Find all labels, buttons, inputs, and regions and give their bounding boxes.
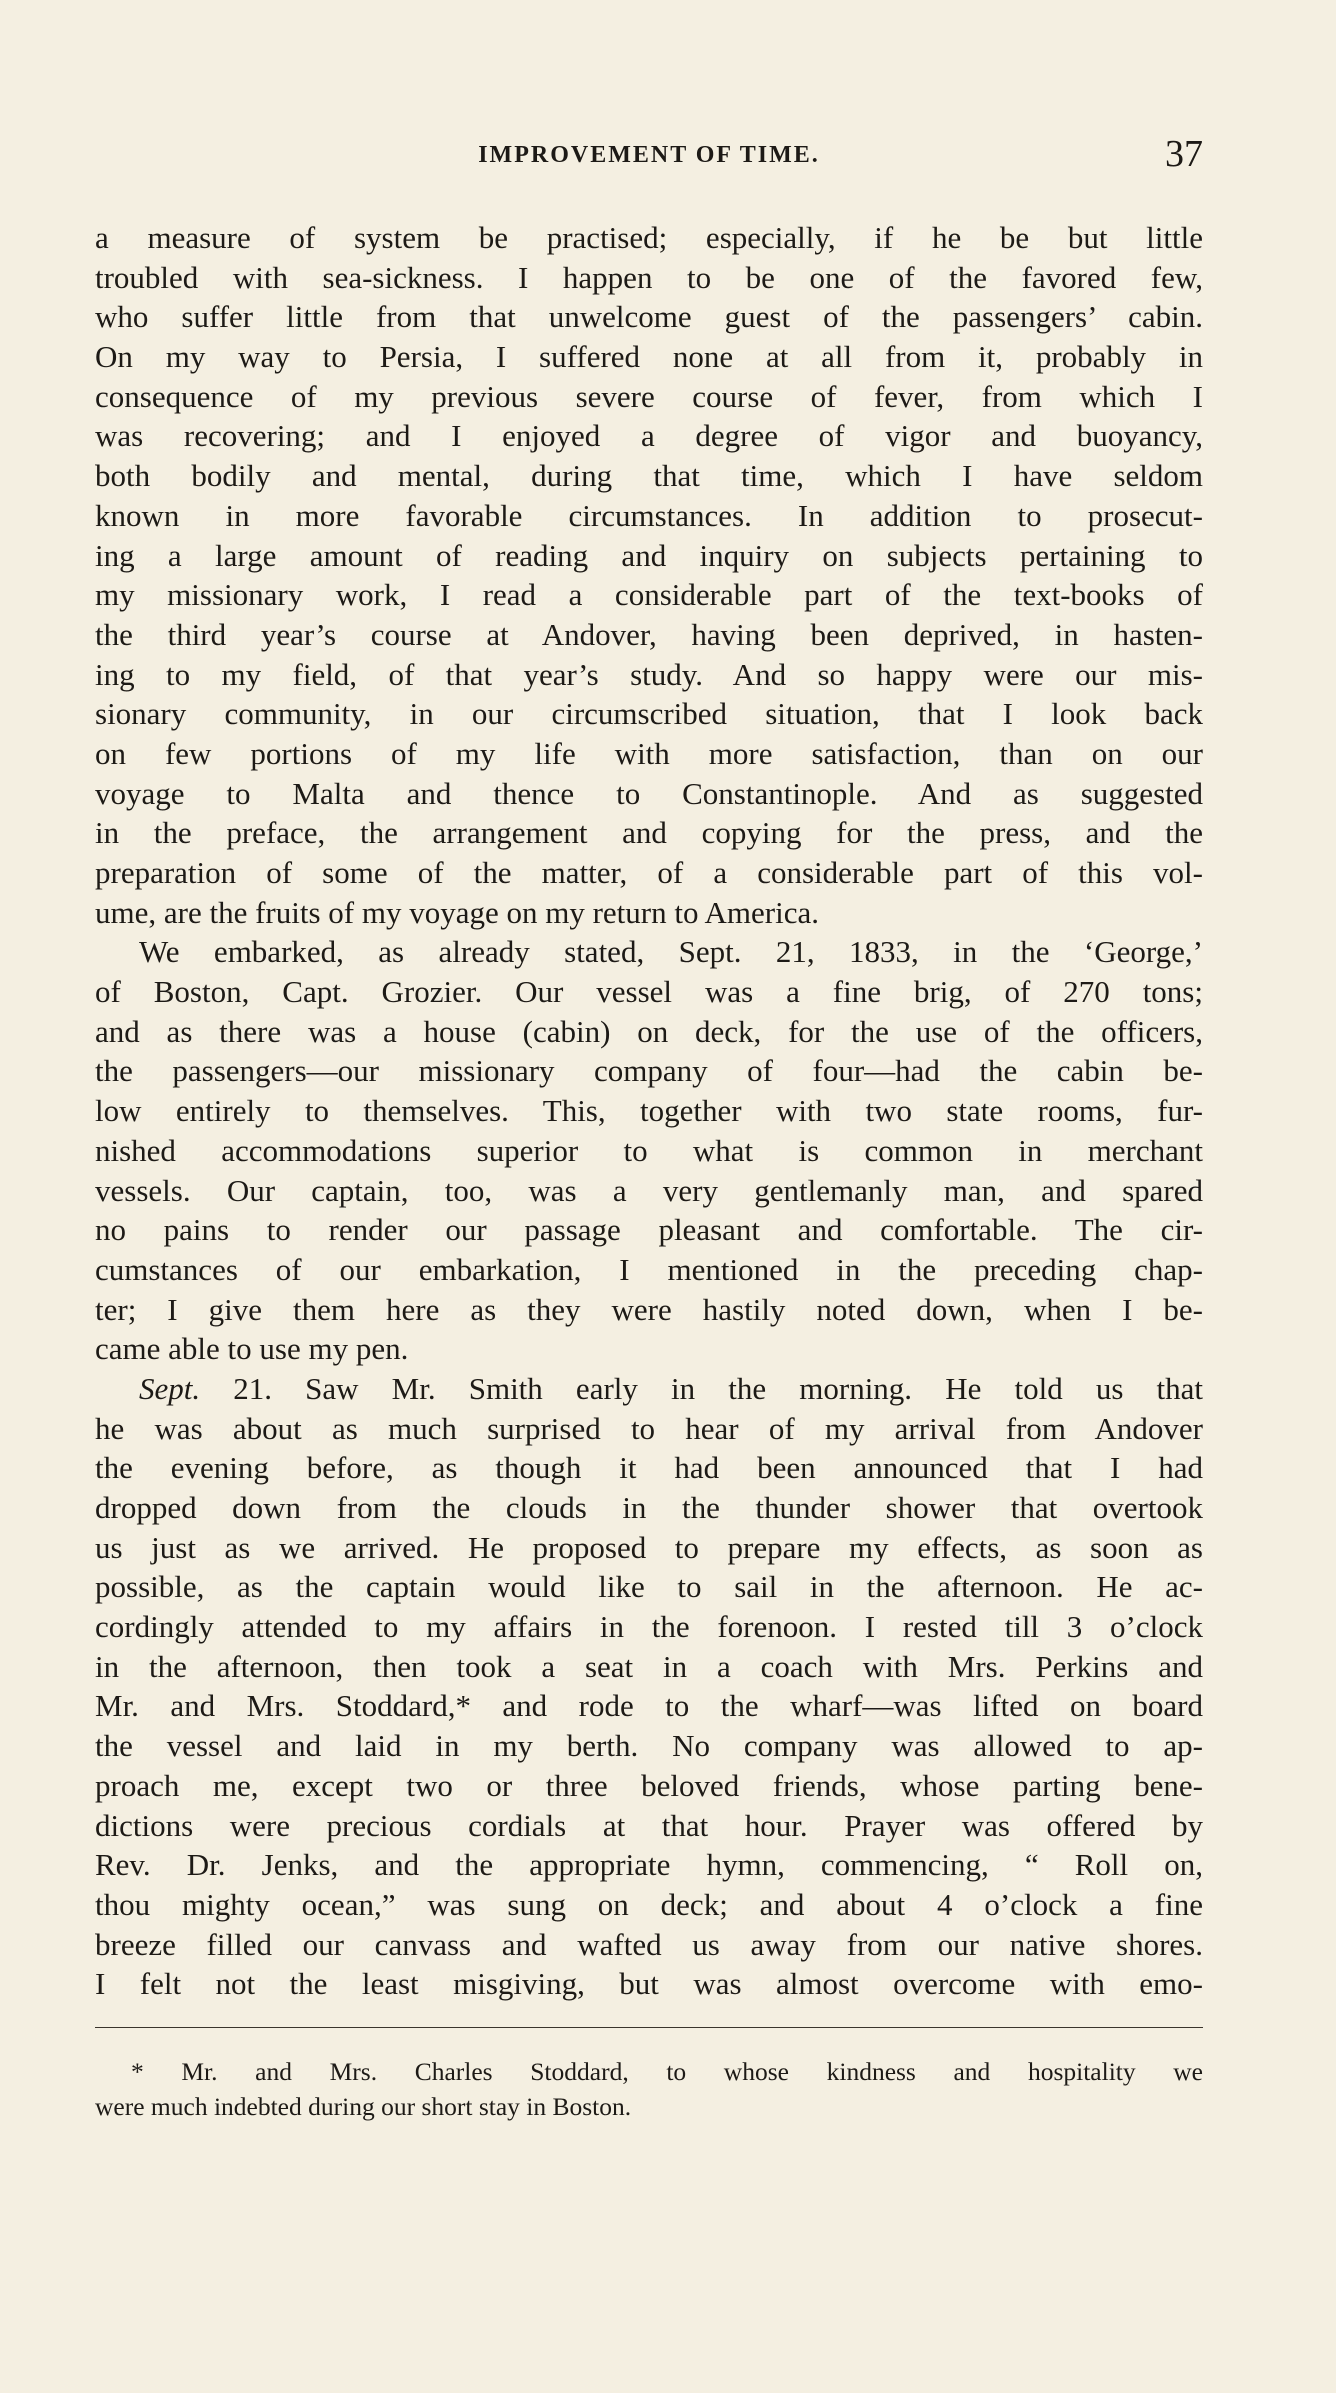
- text-line: who suffer little from that unwelcome guest of the passengers’ cabin.: [95, 299, 1203, 335]
- footnote-rule: [95, 2027, 1203, 2028]
- text-line: was recovering; and I enjoyed a degree of vigor and buoyancy,: [95, 418, 1203, 454]
- text-line: and as there was a house (cabin) on deck, for the use of the officers,: [95, 1013, 1203, 1049]
- text-line: he was about as much surprised to hear of my arrival from Andover: [95, 1410, 1203, 1446]
- text-line: possible, as the captain would like to sail in the afternoon. He ac-: [95, 1569, 1203, 1605]
- text-line: low entirely to themselves. This, together with two state rooms, fur-: [95, 1093, 1203, 1129]
- text-line: the evening before, as though it had been announced that I had: [95, 1450, 1203, 1486]
- body-text: [95, 218, 1203, 2004]
- paragraph-start-line: We embarked, as already stated, Sept. 21, 1833, in the ‘George,’: [139, 934, 1203, 970]
- text-line: no pains to render our passage pleasant and comfortable. The cir-: [95, 1212, 1203, 1248]
- text-line: thou mighty ocean,” was sung on deck; and about 4 o’clock a fine: [95, 1886, 1203, 1922]
- text-line: preparation of some of the matter, of a considerable part of this vol-: [95, 855, 1203, 890]
- running-title: IMPROVEMENT OF TIME.: [478, 142, 820, 168]
- text-line: consequence of my previous severe course of fever, from which I: [95, 378, 1203, 414]
- text-line: in the preface, the arrangement and copying for the press, and the: [95, 815, 1203, 851]
- text-line: ing a large amount of reading and inquiry on subjects pertaining to: [95, 537, 1203, 573]
- text-line: in the afternoon, then took a seat in a coach with Mrs. Perkins and: [95, 1648, 1203, 1684]
- text-line: voyage to Malta and thence to Constantinople. And as suggested: [95, 775, 1203, 811]
- page-number: 37: [1165, 133, 1203, 175]
- text-line: proach me, except two or three beloved friends, whose parting bene-: [95, 1767, 1203, 1803]
- text-line: Mr. and Mrs. Stoddard,* and rode to the wharf—was lifted on board: [95, 1688, 1203, 1724]
- text-line: both bodily and mental, during that time, which I have seldom: [95, 458, 1203, 494]
- paragraph-end-line: ume, are the fruits of my voyage on my return to America.: [95, 894, 819, 930]
- text-line: ter; I give them here as they were hastily noted down, when I be-: [95, 1291, 1203, 1327]
- text-line: a measure of system be practised; especially, if he be but little: [95, 220, 1203, 255]
- text-line: I felt not the least misgiving, but was almost overcome with emo-: [95, 1966, 1203, 2002]
- text-line: my missionary work, I read a considerable part of the text-books of: [95, 577, 1203, 613]
- entry-text: 21. Saw Mr. Smith early in the morning. He told us that: [233, 1370, 1203, 1406]
- text-line: us just as we arrived. He proposed to prepare my effects, as soon as: [95, 1529, 1203, 1565]
- text-line: cordingly attended to my affairs in the forenoon. I rested till 3 o’clock: [95, 1609, 1203, 1645]
- text-line: troubled with sea-sickness. I happen to be one of the favored few,: [95, 259, 1203, 295]
- text-line: the vessel and laid in my berth. No company was allowed to ap-: [95, 1728, 1203, 1764]
- text-line: dropped down from the clouds in the thunder shower that overtook: [95, 1490, 1203, 1525]
- footnote: [95, 2054, 1203, 2124]
- text-line: dictions were precious cordials at that hour. Prayer was offered by: [95, 1807, 1203, 1843]
- text-line: vessels. Our captain, too, was a very gentlemanly man, and spared: [95, 1172, 1203, 1208]
- text-line: of Boston, Capt. Grozier. Our vessel was a fine brig, of 270 tons;: [95, 974, 1203, 1010]
- running-head: [95, 132, 1203, 176]
- text-line: the passengers—our missionary company of four—had the cabin be-: [95, 1053, 1203, 1089]
- text-line: Rev. Dr. Jenks, and the appropriate hymn, commencing, “ Roll on,: [95, 1847, 1203, 1883]
- text-line: the third year’s course at Andover, having been deprived, in hasten-: [95, 616, 1203, 652]
- date-label: Sept.: [139, 1370, 201, 1406]
- paragraph-end-line: came able to use my pen.: [95, 1331, 409, 1367]
- text-line: sionary community, in our circumscribed situation, that I look back: [95, 696, 1203, 732]
- text-line: nished accommodations superior to what is common in merchant: [95, 1132, 1203, 1168]
- text-line: known in more favorable circumstances. In addition to prosecut-: [95, 497, 1203, 533]
- text-line: on few portions of my life with more satisfaction, than on our: [95, 735, 1203, 771]
- text-line: cumstances of our embarkation, I mentioned in the preceding chap-: [95, 1251, 1203, 1287]
- text-line: ing to my field, of that year’s study. And so happy were our mis-: [95, 656, 1203, 692]
- journal-entry-line: [95, 1369, 1203, 1409]
- footnote-line: were much indebted during our short stay in Boston.: [95, 2092, 632, 2121]
- footnote-line: * Mr. and Mrs. Charles Stoddard, to whose kindness and hospitality we: [131, 2057, 1203, 2086]
- text-line: On my way to Persia, I suffered none at all from it, probably in: [95, 339, 1203, 375]
- text-line: breeze filled our canvass and wafted us away from our native shores.: [95, 1926, 1203, 1962]
